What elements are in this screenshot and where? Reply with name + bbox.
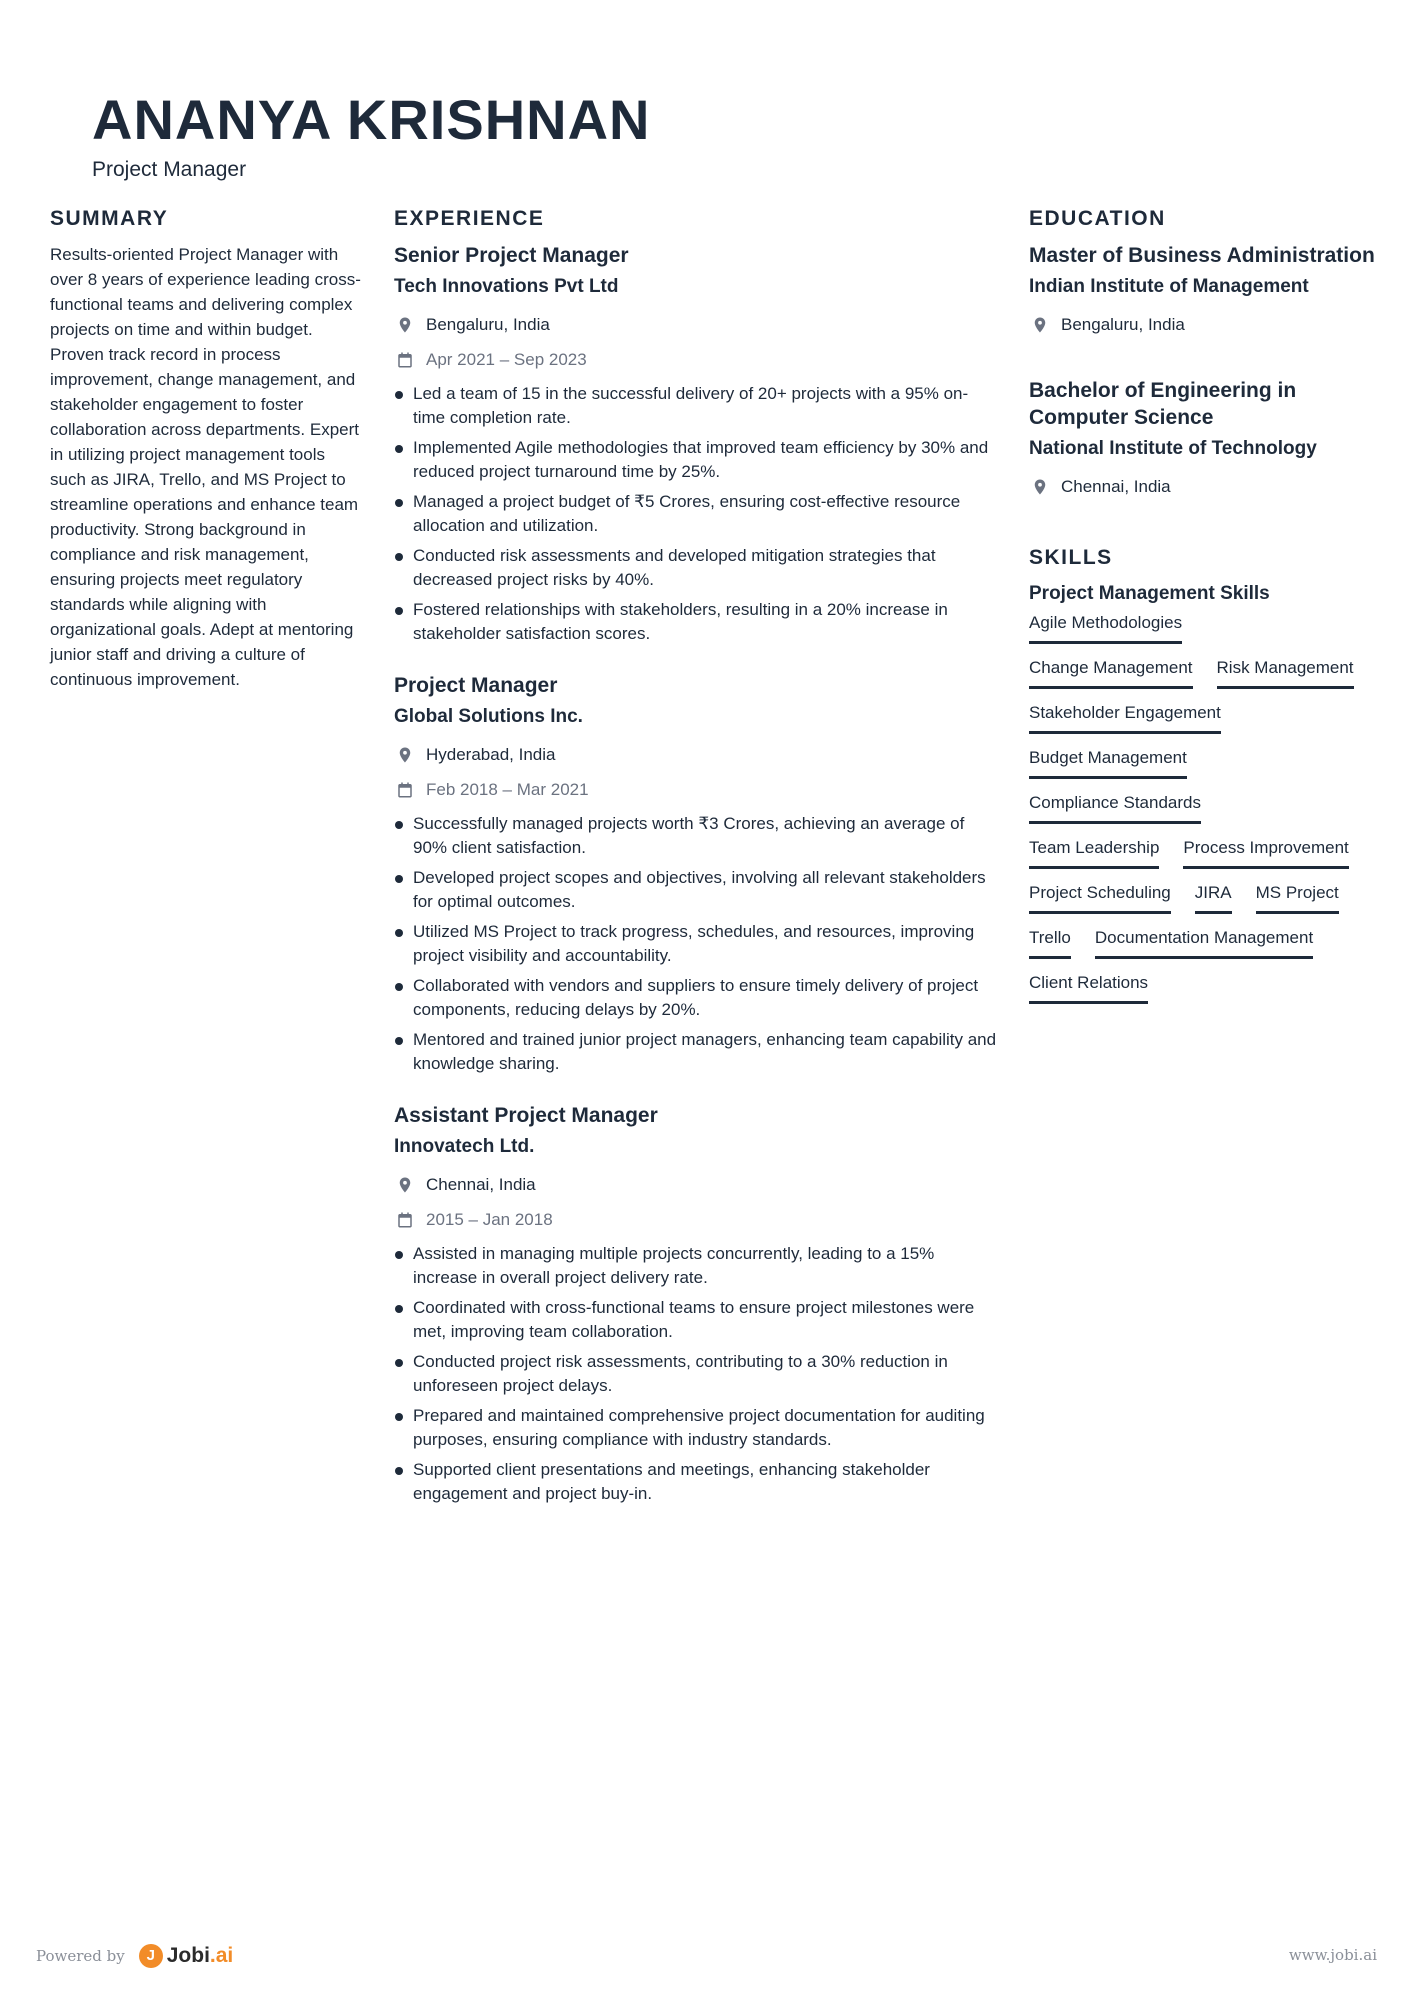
job-bullet bbox=[394, 974, 1000, 1022]
job-bullet bbox=[394, 1350, 1000, 1398]
job-bullet bbox=[394, 1404, 1000, 1452]
map-pin-icon bbox=[1031, 478, 1049, 496]
job-title: Project Manager bbox=[394, 674, 558, 697]
bullet-dot bbox=[395, 875, 403, 883]
job-dates-text: Feb 2018 – Mar 2021 bbox=[426, 780, 589, 799]
bullet-dot bbox=[395, 1413, 403, 1421]
skills-group-title: Project Management Skills bbox=[1029, 583, 1270, 604]
job-location-text: Chennai, India bbox=[426, 1175, 536, 1194]
job-title: Senior Project Manager bbox=[394, 244, 629, 267]
skills-list bbox=[1029, 611, 1379, 1016]
school-location bbox=[1029, 475, 1379, 499]
job-location bbox=[394, 1173, 1000, 1197]
skill-tag: Compliance Standards bbox=[1029, 791, 1201, 824]
job-entry bbox=[394, 242, 1000, 646]
job-bullet bbox=[394, 1296, 1000, 1344]
map-pin-icon bbox=[1031, 316, 1049, 334]
map-pin-icon bbox=[396, 316, 414, 334]
experience-heading: EXPERIENCE bbox=[394, 207, 545, 230]
job-bullet-text: Utilized MS Project to track progress, schedules, and resources, improving project visibility and accountability. bbox=[413, 922, 975, 965]
candidate-role: Project Manager bbox=[92, 158, 247, 181]
skill-tag: Trello bbox=[1029, 926, 1071, 959]
job-dates bbox=[394, 778, 1000, 802]
skill-tag: MS Project bbox=[1256, 881, 1339, 914]
bullet-dot bbox=[395, 391, 403, 399]
job-location-text: Hyderabad, India bbox=[426, 745, 556, 764]
job-bullet bbox=[394, 436, 1000, 484]
job-bullet-text: Conducted risk assessments and developed mitigation strategies that decreased project risks by 40%. bbox=[413, 546, 936, 589]
bullet-dot bbox=[395, 983, 403, 991]
bullet-dot bbox=[395, 1359, 403, 1367]
job-company: Innovatech Ltd. bbox=[394, 1136, 535, 1157]
skill-tag: Stakeholder Engagement bbox=[1029, 701, 1221, 734]
bullet-dot bbox=[395, 821, 403, 829]
job-bullets bbox=[394, 1242, 1000, 1506]
bullet-dot bbox=[395, 607, 403, 615]
bullet-dot bbox=[395, 1305, 403, 1313]
job-entry bbox=[394, 1102, 1000, 1506]
job-bullet bbox=[394, 598, 1000, 646]
job-bullet-text: Fostered relationships with stakeholders, resulting in a 20% increase in stakeholder satisfaction scores. bbox=[413, 600, 948, 643]
job-bullet-text: Managed a project budget of ₹5 Crores, ensuring cost-effective resource allocation and utilization. bbox=[413, 492, 961, 535]
job-bullet bbox=[394, 920, 1000, 968]
job-bullet-text: Successfully managed projects worth ₹3 Crores, achieving an average of 90% client satisfaction. bbox=[413, 814, 965, 857]
summary-heading: SUMMARY bbox=[50, 207, 169, 230]
job-bullet-text: Led a team of 15 in the successful delivery of 20+ projects with a 95% on-time completion rate. bbox=[413, 384, 969, 427]
job-bullet-text: Conducted project risk assessments, contributing to a 30% reduction in unforeseen project delays. bbox=[413, 1352, 948, 1395]
job-company: Tech Innovations Pvt Ltd bbox=[394, 276, 619, 297]
skills-heading: SKILLS bbox=[1029, 546, 1113, 569]
bullet-dot bbox=[395, 929, 403, 937]
skill-tag: Documentation Management bbox=[1095, 926, 1313, 959]
calendar-icon bbox=[396, 781, 414, 799]
job-bullets bbox=[394, 812, 1000, 1076]
job-dates-text: Apr 2021 – Sep 2023 bbox=[426, 350, 587, 369]
skill-tag: Client Relations bbox=[1029, 971, 1148, 1004]
bullet-dot bbox=[395, 1467, 403, 1475]
skill-tag: Project Scheduling bbox=[1029, 881, 1171, 914]
experience-section bbox=[394, 200, 1000, 1532]
sidebar-section bbox=[1029, 200, 1379, 1016]
powered-by-label: Powered by bbox=[36, 1947, 125, 1965]
job-bullet-text: Mentored and trained junior project managers, enhancing team capability and knowledge sharing. bbox=[413, 1030, 997, 1073]
school-location-text: Bengaluru, India bbox=[1061, 315, 1185, 334]
bullet-dot bbox=[395, 553, 403, 561]
skill-tag: JIRA bbox=[1195, 881, 1232, 914]
job-bullet-text: Prepared and maintained comprehensive project documentation for auditing purposes, ensuring compliance with industry standards. bbox=[413, 1406, 985, 1449]
job-dates-text: 2015 – Jan 2018 bbox=[426, 1210, 553, 1229]
job-bullet-text: Developed project scopes and objectives, involving all relevant stakeholders for optimal outcomes. bbox=[413, 868, 986, 911]
job-bullet-text: Assisted in managing multiple projects concurrently, leading to a 15% increase in overall project delivery rate. bbox=[413, 1244, 935, 1287]
skill-tag: Process Improvement bbox=[1183, 836, 1348, 869]
education-entry bbox=[1029, 377, 1379, 499]
skill-tag: Change Management bbox=[1029, 656, 1193, 689]
job-bullet-text: Collaborated with vendors and suppliers to ensure timely delivery of project components, reducing delays by 20%. bbox=[413, 976, 979, 1019]
skill-tag: Team Leadership bbox=[1029, 836, 1159, 869]
jobi-logo[interactable] bbox=[139, 1944, 234, 1968]
education-heading: EDUCATION bbox=[1029, 207, 1166, 230]
jobi-logo-text: Jobi bbox=[166, 1944, 210, 1967]
map-pin-icon bbox=[396, 746, 414, 764]
degree-title: Master of Business Administration bbox=[1029, 244, 1375, 267]
job-bullet-text: Supported client presentations and meetings, enhancing stakeholder engagement and project buy-in. bbox=[413, 1460, 930, 1503]
summary-text: Results-oriented Project Manager with over 8 years of experience leading cross-functional teams and delivering complex projects on time and within budget. Proven track record in process improvement, change management, and stakeholder engagement to foster collaboration across departments. Expert in utilizing project management tools such as JIRA, Trello, and MS Project to streamline operations and enhance team productivity. Strong background in compliance and risk management, ensuring projects meet regulatory standards while aligning with organizational goals. Adept at mentoring junior staff and driving a culture of continuous improvement. bbox=[50, 245, 361, 689]
job-dates bbox=[394, 1208, 1000, 1232]
job-bullet bbox=[394, 866, 1000, 914]
school-location bbox=[1029, 313, 1379, 337]
job-location-text: Bengaluru, India bbox=[426, 315, 550, 334]
bullet-dot bbox=[395, 1037, 403, 1045]
job-bullet-text: Implemented Agile methodologies that improved team efficiency by 30% and reduced project turnaround time by 25%. bbox=[413, 438, 989, 481]
job-bullet-text: Coordinated with cross-functional teams to ensure project milestones were met, improving team collaboration. bbox=[413, 1298, 975, 1341]
school-name: Indian Institute of Management bbox=[1029, 276, 1309, 297]
job-bullets bbox=[394, 382, 1000, 646]
bullet-dot bbox=[395, 445, 403, 453]
job-company: Global Solutions Inc. bbox=[394, 706, 583, 727]
jobi-logo-accent: .ai bbox=[209, 1944, 234, 1967]
school-name: National Institute of Technology bbox=[1029, 438, 1317, 459]
skill-tag: Risk Management bbox=[1217, 656, 1354, 689]
education-entry bbox=[1029, 242, 1379, 337]
job-bullet bbox=[394, 544, 1000, 592]
skill-tag: Budget Management bbox=[1029, 746, 1187, 779]
job-dates bbox=[394, 348, 1000, 372]
bullet-dot bbox=[395, 499, 403, 507]
website-link[interactable]: www.jobi.ai bbox=[1288, 1946, 1377, 1964]
school-location-text: Chennai, India bbox=[1061, 477, 1171, 496]
candidate-name: ANANYA KRISHNAN bbox=[92, 88, 651, 151]
job-bullet bbox=[394, 1458, 1000, 1506]
degree-title: Bachelor of Engineering in Computer Science bbox=[1029, 379, 1297, 429]
powered-by bbox=[36, 1944, 233, 1968]
job-bullet bbox=[394, 382, 1000, 430]
bullet-dot bbox=[395, 1251, 403, 1259]
job-bullet bbox=[394, 1028, 1000, 1076]
job-bullet bbox=[394, 812, 1000, 860]
skill-tag: Agile Methodologies bbox=[1029, 611, 1182, 644]
calendar-icon bbox=[396, 1211, 414, 1229]
jobi-logo-icon: J bbox=[139, 1944, 163, 1968]
calendar-icon bbox=[396, 351, 414, 369]
job-entry bbox=[394, 672, 1000, 1076]
map-pin-icon bbox=[396, 1176, 414, 1194]
job-location bbox=[394, 313, 1000, 337]
job-location bbox=[394, 743, 1000, 767]
summary-section bbox=[50, 200, 362, 692]
job-bullet bbox=[394, 1242, 1000, 1290]
job-title: Assistant Project Manager bbox=[394, 1104, 658, 1127]
job-bullet bbox=[394, 490, 1000, 538]
